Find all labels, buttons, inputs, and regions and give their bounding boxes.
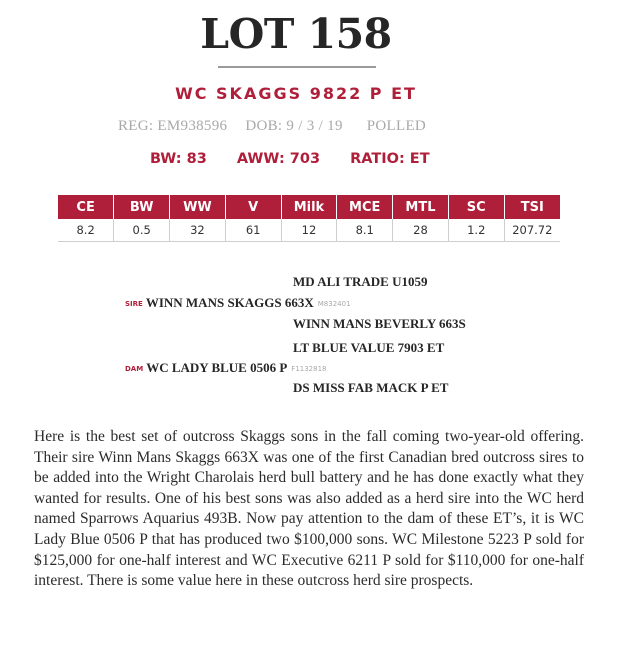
epd-table [58,195,560,242]
epd-header-ww: WW [170,195,226,219]
pedigree-dam [125,360,327,376]
pedigree-sire [125,295,351,311]
epd-header-mtl: MTL [393,195,449,219]
pedigree-sire-dam: WINN MANS BEVERLY 663S [293,316,466,331]
date-of-birth: DOB: 9 / 3 / 19 [245,118,343,134]
epd-value-milk: 12 [281,219,337,242]
polled-status: POLLED [366,118,427,134]
epd-value-row [58,219,560,242]
epd-header-v: V [225,195,281,219]
adjusted-weaning-weight: AWW: 703 [236,151,321,167]
epd-header-milk: Milk [281,195,337,219]
epd-header-mce: MCE [337,195,393,219]
epd-header-ce: CE [58,195,114,219]
epd-value-ce: 8.2 [58,219,114,242]
epd-value-bw: 0.5 [114,219,170,242]
epd-value-ww: 32 [170,219,226,242]
sire-registration: M832401 [317,300,351,309]
dam-registration: F1132818 [291,365,327,374]
dam-name: WC LADY BLUE 0506 P [146,360,288,375]
registration-line [118,118,426,135]
performance-stats [150,151,430,167]
epd-header-sc: SC [448,195,504,219]
epd-header-row [58,195,560,219]
epd-value-v: 61 [225,219,281,242]
epd-value-mce: 8.1 [337,219,393,242]
pedigree-sire-sire: MD ALI TRADE U1059 [293,274,428,289]
sire-name: WINN MANS SKAGGS 663X [145,295,314,310]
title-divider [218,66,376,68]
epd-value-mtl: 28 [393,219,449,242]
epd-header-bw: BW [114,195,170,219]
animal-name: WC SKAGGS 9822 P ET [175,84,417,103]
pedigree-dam-dam: DS MISS FAB MACK P ET [293,380,449,395]
ratio: RATIO: ET [350,151,430,167]
sire-label: SIRE [125,300,143,309]
dam-label: DAM [125,365,144,374]
epd-value-tsi: 207.72 [504,219,560,242]
lot-title: LOT 158 [200,10,392,58]
lot-description: Here is the best set of outcross Skaggs sons in the fall coming two-year-old offering. Their sire Winn Mans Skaggs 663X was one of the first Canadian bred outcross sires to be added into the Wright Charolais herd bull battery and he has done exactly what they wanted for results. One of his best sons was also added as a herd sire into the WC herd named Sparrows Aquarius 493B. Now pay attention to the dam of these ET’s, it is WC Lady Blue 0506 P that has produced two $100,000 sons. WC Milestone 5223 P sold for $125,000 for one-half interest and WC Executive 6211 P sold for $110,000 for one-half interest. There is some value here in these outcross herd sire prospects. [34,428,584,590]
epd-value-sc: 1.2 [448,219,504,242]
pedigree-dam-sire: LT BLUE VALUE 7903 ET [293,340,445,355]
birth-weight: BW: 83 [150,151,207,167]
registration-number: REG: EM938596 [118,118,228,134]
epd-header-tsi: TSI [504,195,560,219]
